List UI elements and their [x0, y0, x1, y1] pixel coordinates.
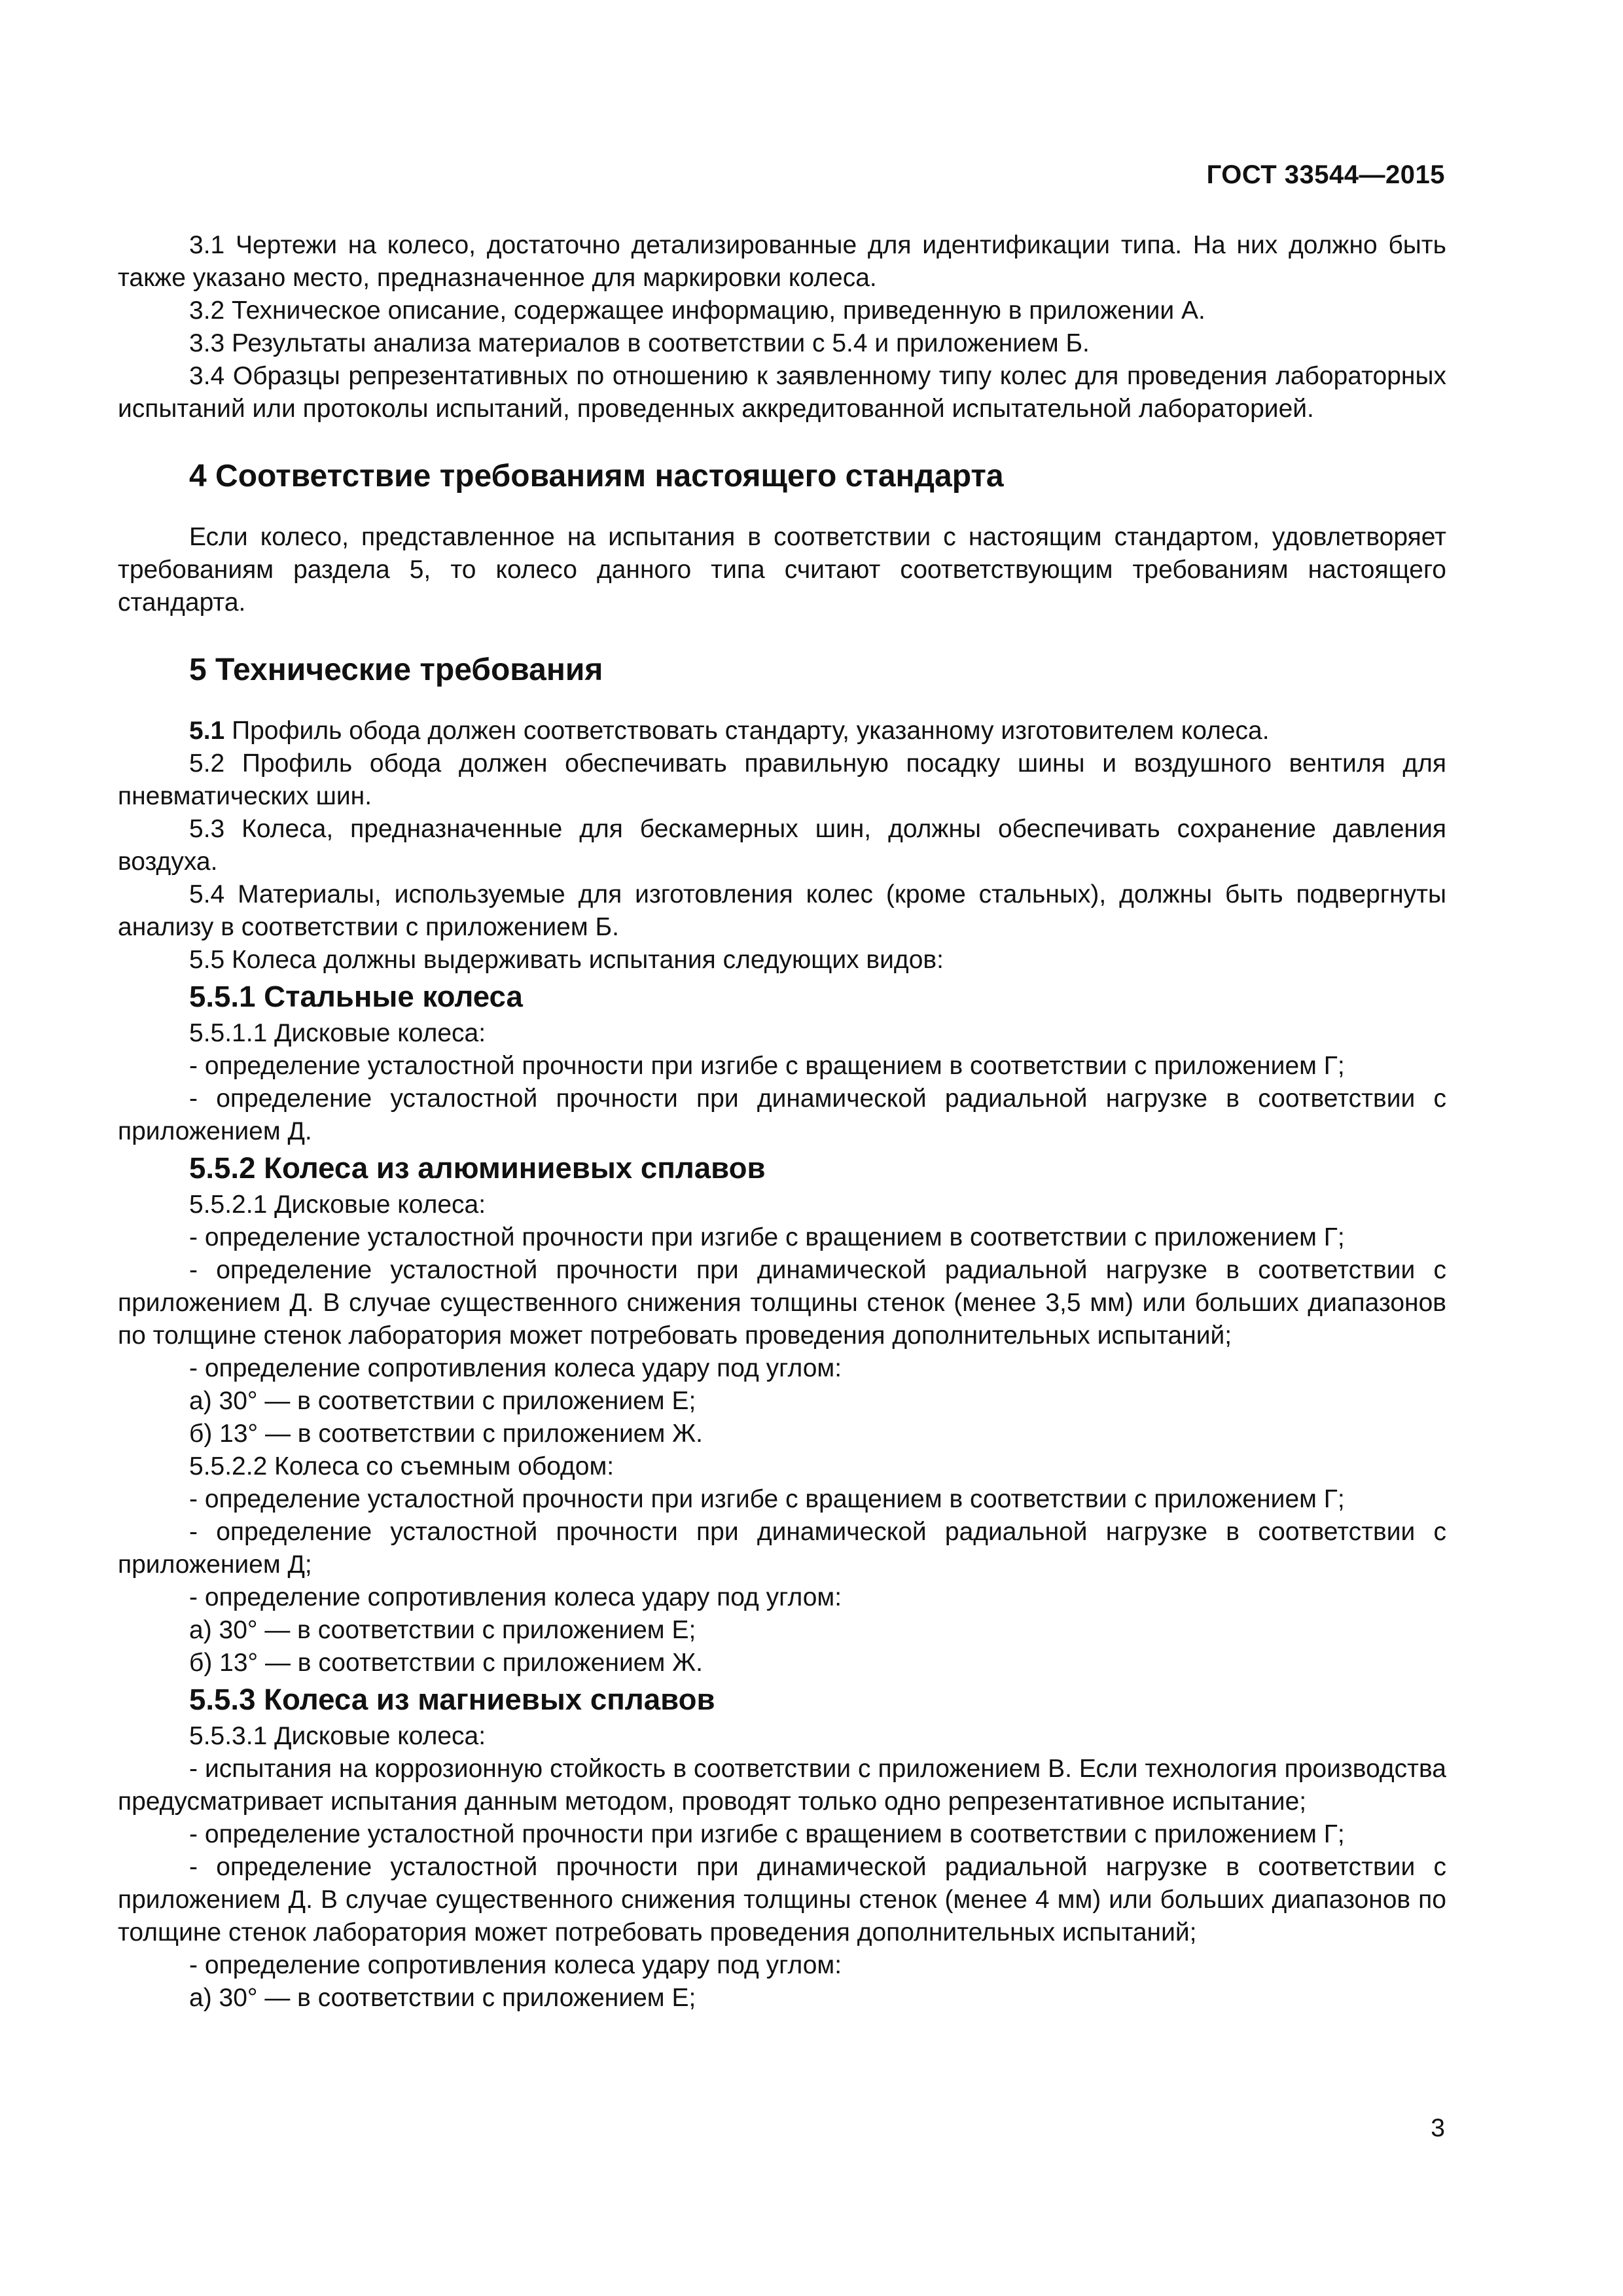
paragraph-5-2: 5.2 Профиль обода должен обеспечивать правильную посадку шины и воздушного вентиля для пневматических шин. — [118, 749, 1446, 810]
list-item: а) 30° — в соответствии с приложением Е; — [189, 1387, 696, 1415]
list-item: б) 13° — в соответствии с приложением Ж. — [189, 1420, 703, 1448]
list-item: а) 30° — в соответствии с приложением Е; — [189, 1984, 696, 2012]
paragraph-3-4: 3.4 Образцы репрезентативных по отношению к заявленному типу колес для проведения лабораторных испытаний или протоколы испытаний, проведенных аккредитованной испытательной лабораторией. — [118, 362, 1446, 423]
paragraph-3-3: 3.3 Результаты анализа материалов в соответствии с 5.4 и приложением Б. — [189, 329, 1090, 357]
list-item: - определение усталостной прочности при изгибе с вращением в соответствии с приложением Г; — [189, 1223, 1345, 1251]
list-item: - испытания на коррозионную стойкость в соответствии с приложением В. Если технология производства предусматривает испытания данным методом, проводят только одно репрезентативное испытание; — [118, 1755, 1446, 1816]
paragraph-5-5: 5.5 Колеса должны выдерживать испытания следующих видов: — [189, 946, 944, 974]
item-5-5-2-1: 5.5.2.1 Дисковые колеса: — [189, 1191, 486, 1219]
paragraph-5-4: 5.4 Материалы, используемые для изготовления колес (кроме стальных), должны быть подвергнуты анализу в соответствии с приложением Б. — [118, 880, 1446, 941]
page-body — [118, 229, 1446, 2015]
item-5-5-3-1: 5.5.3.1 Дисковые колеса: — [189, 1722, 486, 1750]
list-item: б) 13° — в соответствии с приложением Ж. — [189, 1649, 703, 1677]
paragraph-3-1: 3.1 Чертежи на колесо, достаточно детализированные для идентификации типа. На них должно быть также указано место, предназначенное для маркировки колеса. — [118, 231, 1446, 292]
list-item: - определение усталостной прочности при динамической радиальной нагрузке в соответствии с приложением Д. В случае существенного снижения толщины стенок (менее 4 мм) или больших диапазонов по толщине стенок лаборатория может потребовать проведения дополнительных испытаний; — [118, 1853, 1446, 1946]
list-item: - определение усталостной прочности при изгибе с вращением в соответствии с приложением Г; — [189, 1052, 1345, 1080]
list-item: - определение усталостной прочности при динамической радиальной нагрузке в соответствии с приложением Д. В случае существенного снижения толщины стенок (менее 3,5 мм) или больших диапазонов по толщине стенок лаборатория может потребовать проведения дополнительных испытаний; — [118, 1256, 1446, 1350]
item-5-5-2-2: 5.5.2.2 Колеса со съемным ободом: — [189, 1452, 615, 1480]
subsection-5-5-3-heading: 5.5.3 Колеса из магниевых сплавов — [189, 1683, 715, 1716]
section-4-text: Если колесо, представленное на испытания в соответствии с настоящим стандартом, удовлетворяет требованиям раздела 5, то колесо данного типа считают соответствующим требованиям настоящего стандарта. — [118, 523, 1446, 617]
list-item: - определение сопротивления колеса удару под углом: — [189, 1951, 842, 1979]
list-item: - определение усталостной прочности при динамической радиальной нагрузке в соответствии с приложением Д; — [118, 1518, 1446, 1579]
paragraph-5-1 — [118, 715, 1446, 747]
section-4-heading: 4 Соответствие требованиям настоящего стандарта — [189, 459, 1004, 493]
list-item: а) 30° — в соответствии с приложением Е; — [189, 1616, 696, 1644]
subsection-5-5-2-heading: 5.5.2 Колеса из алюминиевых сплавов — [189, 1151, 766, 1185]
paragraph-3-2: 3.2 Техническое описание, содержащее информацию, приведенную в приложении А. — [189, 296, 1205, 325]
paragraph-5-1-number: 5.1 — [189, 717, 225, 745]
list-item: - определение усталостной прочности при динамической радиальной нагрузке в соответствии с приложением Д. — [118, 1085, 1446, 1145]
paragraph-5-1-text: Профиль обода должен соответствовать стандарту, указанному изготовителем колеса. — [232, 717, 1270, 745]
paragraph-5-3: 5.3 Колеса, предназначенные для бескамерных шин, должны обеспечивать сохранение давления воздуха. — [118, 815, 1446, 876]
list-item: - определение усталостной прочности при изгибе с вращением в соответствии с приложением Г; — [189, 1485, 1345, 1513]
section-5-heading: 5 Технические требования — [189, 653, 603, 687]
item-5-5-1-1: 5.5.1.1 Дисковые колеса: — [189, 1019, 486, 1047]
document-code-header: ГОСТ 33544—2015 — [1206, 160, 1445, 189]
list-item: - определение сопротивления колеса удару под углом: — [189, 1583, 842, 1611]
page-number: 3 — [1431, 2114, 1445, 2142]
list-item: - определение сопротивления колеса удару под углом: — [189, 1354, 842, 1382]
subsection-5-5-1-heading: 5.5.1 Стальные колеса — [189, 980, 523, 1013]
list-item: - определение усталостной прочности при изгибе с вращением в соответствии с приложением Г; — [189, 1820, 1345, 1848]
